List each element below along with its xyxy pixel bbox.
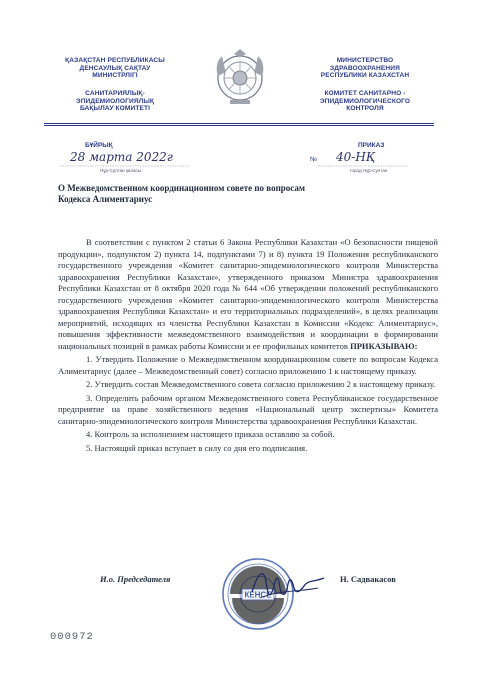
- list-item: 2. Утвердить состав Межведомственного совета согласно приложению 2 к настоящему приказу.: [86, 379, 436, 389]
- signatory-name: Н. Садвакасов: [340, 574, 396, 584]
- order-number-handwritten: 40-НҚ: [336, 150, 376, 164]
- order-date-handwritten: 28 марта 2022г: [70, 150, 173, 164]
- list-item: 5. Настоящий приказ вступает в силу со дня его подписания.: [86, 442, 308, 453]
- stamp-label: КЕНСЕ: [244, 590, 272, 600]
- document-body: [58, 237, 438, 454]
- intro-paragraph: В соответствии с пунктом 2 статьи 6 Закона Республики Казахстан «О безопасности пищевой продукции», подпунктом 2) пункта 14, подпунктами 7) и 8) пункта 19 Положения республиканского государственного учреждения «Комитет санитарно-эпидемиологического контроля Министерства здравоохранения Республики Казахстан», утвержденного приказом Министра здравоохранения Республики Казахстан от 8 октября 2020 года № 644 «Об утверждении положений республиканского государственного учреждения «Комитет санитарно-эпидемиологического контроля Министерства здравоохранения Республики Казахстан» и его территориальных подразделений», в целях реализации мероприятий, исходящих из членства Республики Казахстан в Комиссии «Кодекс Алиментариус», повышения эффективности межведомственного взаимодействия и координации в формировании национальных позиций в рамках работы Комиссии и ее профильных комитетов ПРИКАЗЫВАЮ:: [58, 237, 438, 351]
- document-serial-number: 000972: [50, 631, 94, 643]
- header-right-committee: КОМИТЕТ САНИТАРНО - ЭПИДЕМИОЛОГИЧЕСКОГО КОНТРОЛЯ: [319, 90, 411, 112]
- list-item: 1. Утвердить Положение о Межведомственном координационном совете по вопросам Кодекса Алиментариус (далее – Межведомственный совет) согласно приложению 1 к настоящему приказу.: [58, 354, 438, 376]
- order-command: ПРИКАЗЫВАЮ:: [350, 340, 418, 351]
- list-item: 4. Контроль за исполнением настоящего приказа оставляю за собой.: [86, 429, 335, 439]
- header-right-ministry: МИНИСТЕРСТВО ЗДРАВООХРАНЕНИЯ РЕСПУБЛИКИ КАЗАХСТАН: [320, 57, 410, 79]
- handwritten-signature-icon: [248, 562, 328, 608]
- state-emblem-icon: [212, 48, 268, 106]
- header-left-committee: САНИТАРИЯЛЫҚ- ЭПИДЕМИОЛОГИЯЛЫҚ БАҚЫЛАУ КОМИТЕТІ: [75, 90, 155, 112]
- document-title: О Межведомственном координационном совете по вопросам Кодекса Алиментариус: [58, 183, 306, 204]
- order-label-ru: ПРИКАЗ: [358, 142, 385, 149]
- header-divider: [44, 123, 434, 124]
- order-number-sign: №: [310, 156, 317, 163]
- list-item: 3. Определить рабочим органом Межведомственного совета Республиканское государственное предприятие на праве хозяйственного ведения «Национальный центр экспертизы» Комитета санитарно-эпидемиологического контроля Министерства здравоохранения Республики Казахстан.: [58, 392, 438, 426]
- signatory-role: И.о. Председателя: [100, 574, 171, 584]
- header-left-ministry: ҚАЗАҚСТАН РЕСПУБЛИКАСЫ ДЕНСАУЛЫҚ САҚТАУ МИНИСТРЛІГІ: [65, 57, 165, 79]
- header-divider-thin: [44, 125, 434, 126]
- order-label-kz: БҰЙРЫҚ: [85, 142, 113, 149]
- order-city-kz: Нұр-Сұлтан қаласы: [100, 168, 141, 173]
- order-city-ru: город Нур-Султан: [350, 168, 388, 173]
